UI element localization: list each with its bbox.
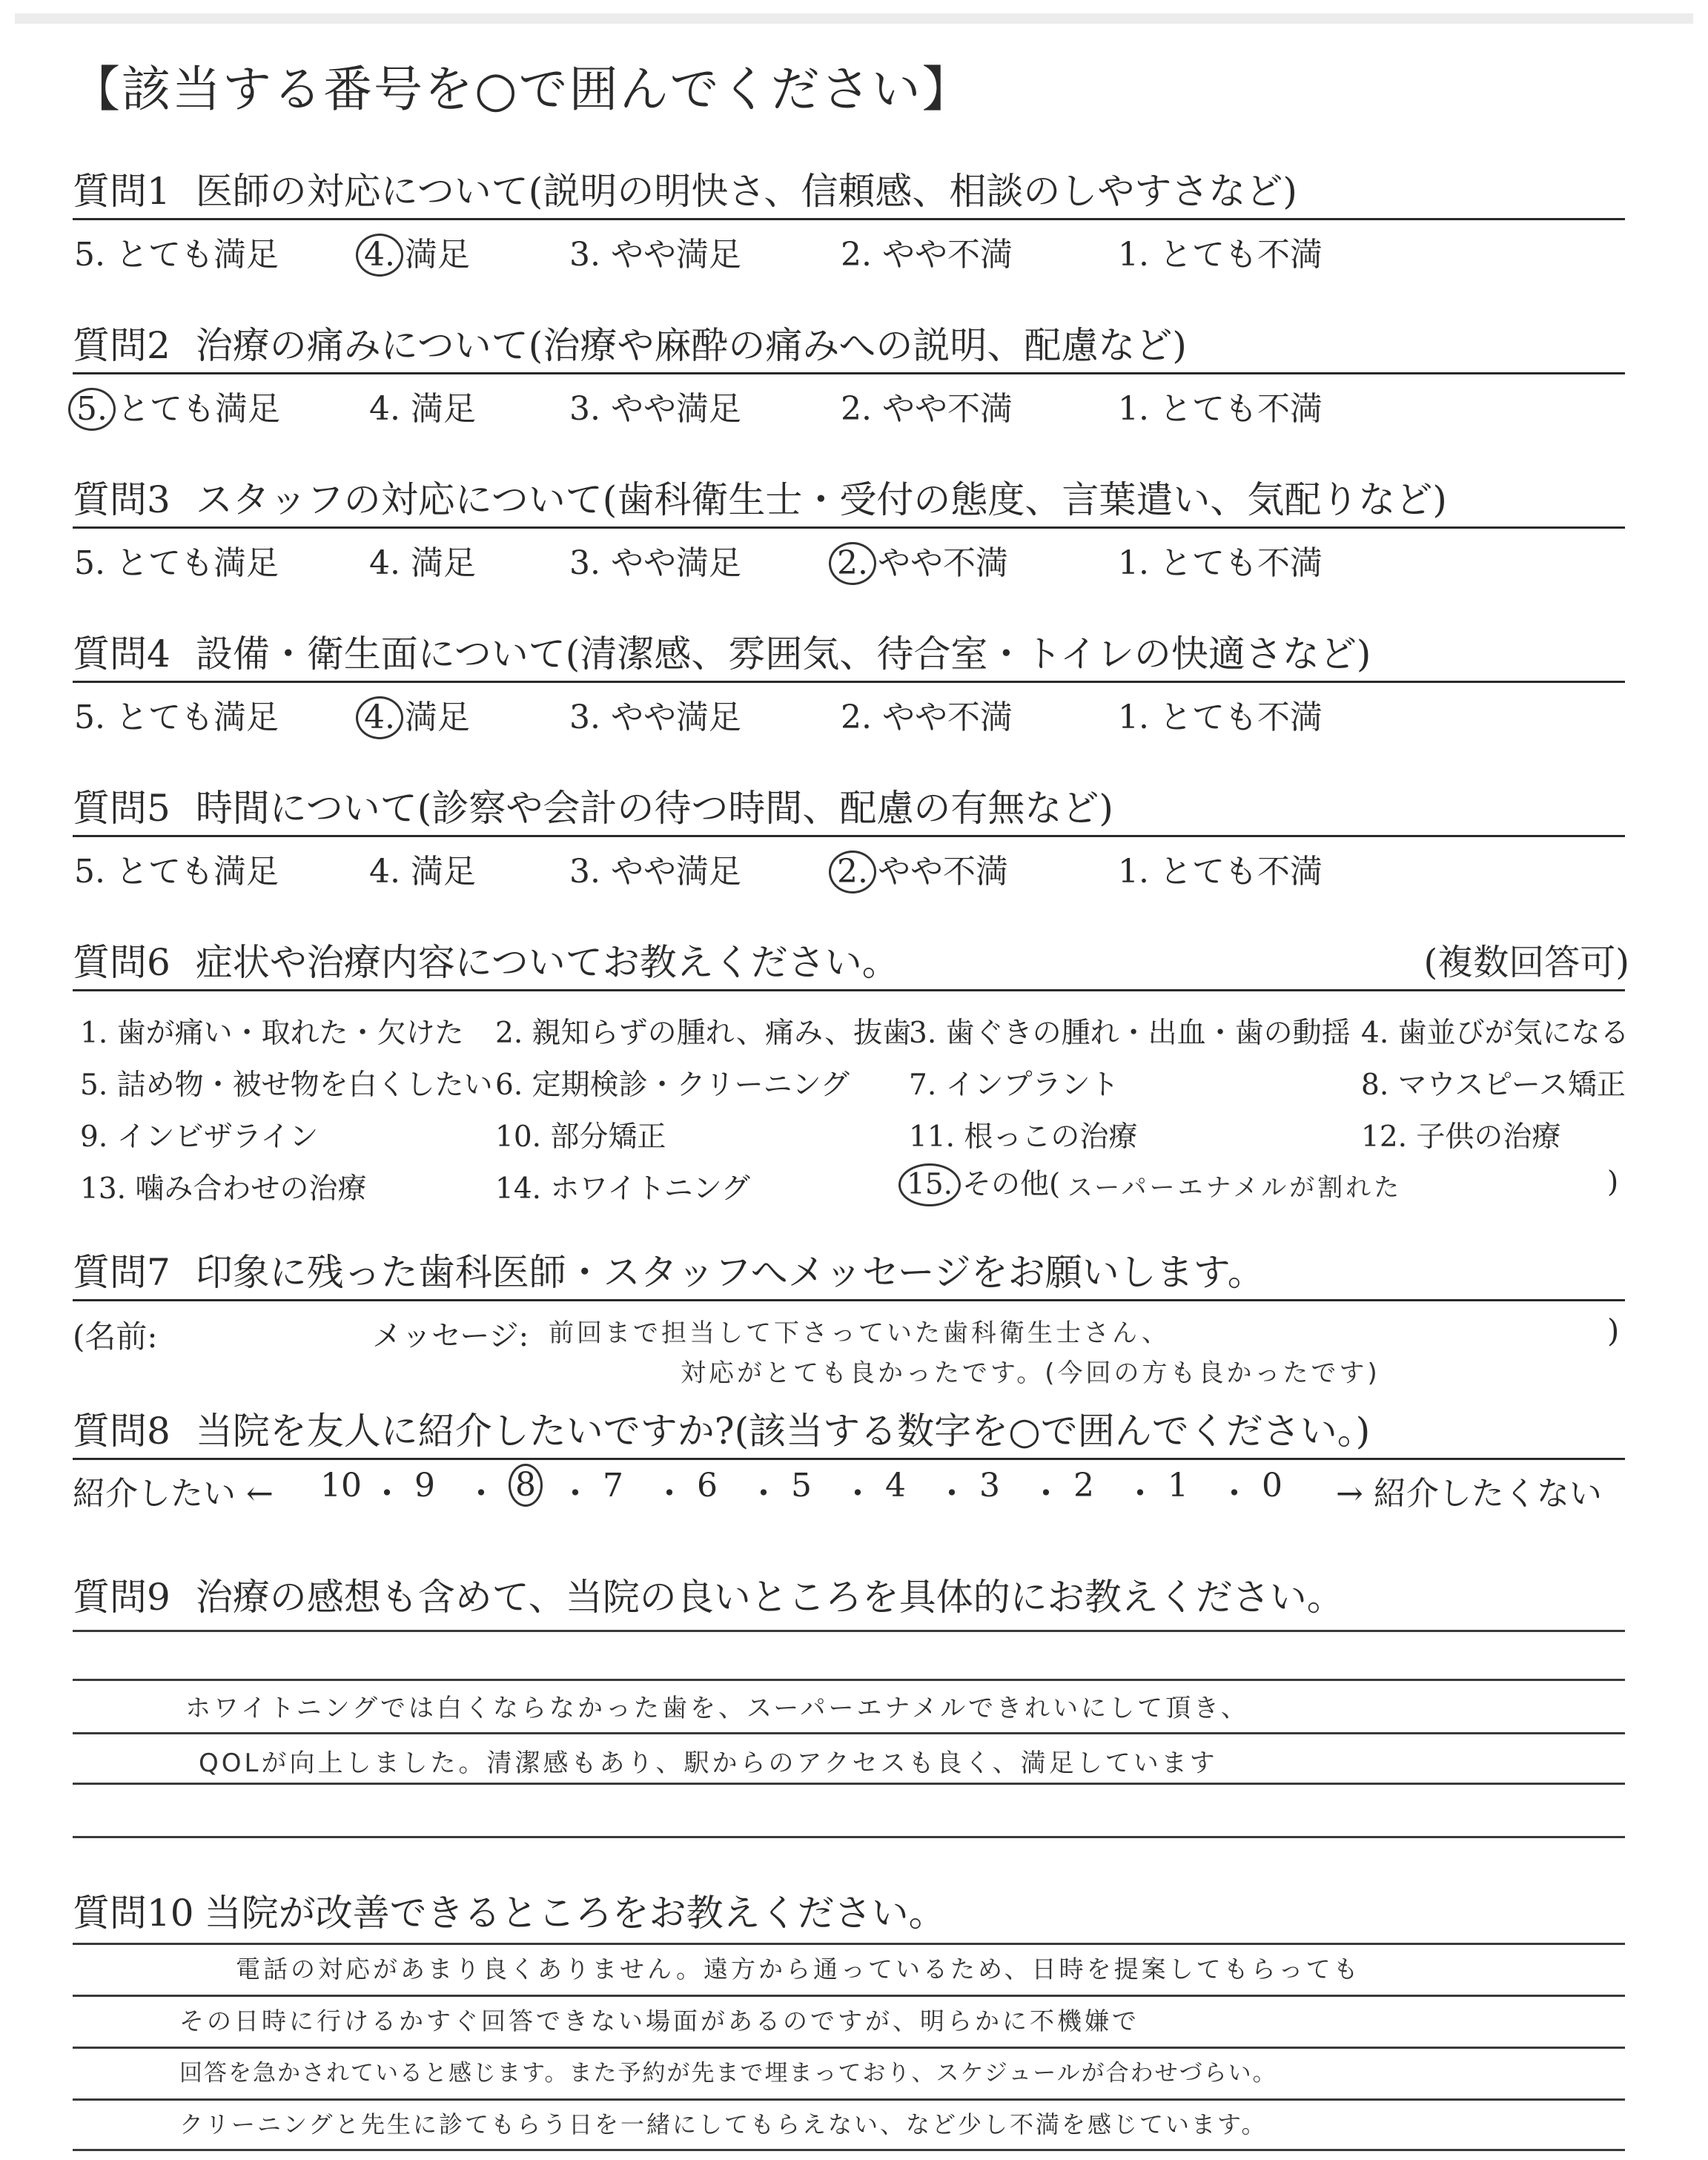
- option-1[interactable]: 1. とても不満: [1118, 544, 1323, 582]
- scale-value[interactable]: 3: [979, 1467, 1000, 1505]
- question-3: [73, 473, 1629, 581]
- scale-separator: ・: [936, 1475, 968, 1513]
- option-4-selected[interactable]: 4. 満足: [356, 228, 470, 277]
- message-close-paren: ): [1607, 1312, 1620, 1349]
- option-3[interactable]: 3. やや満足: [569, 544, 741, 582]
- scale-value[interactable]: 2: [1073, 1467, 1094, 1505]
- symptom-15-selected[interactable]: 15. その他(: [898, 1161, 1060, 1206]
- question-9: [73, 1571, 1629, 1624]
- message-line-2: 対応がとても良かったです。(今回の方も良かったです): [681, 1358, 1380, 1388]
- option-2[interactable]: 2. やや不満: [841, 236, 1013, 274]
- message-line-1: 前回まで担当して下さっていた歯科衛生士さん、: [549, 1318, 1171, 1348]
- scale-separator: ・: [747, 1475, 780, 1513]
- improvement-line-2: その日時に行けるかすぐ回答できない場面があるのですが、明らかに不機嫌で: [179, 2007, 1139, 2035]
- symptom-10[interactable]: 10. 部分矯正: [495, 1120, 666, 1154]
- rating-options: [73, 683, 1629, 735]
- scale-separator: ・: [465, 1475, 497, 1513]
- improvement-line-3: 回答を急かされていると感じます。また予約が先まで埋まっており、スケジュールが合わせづらい。: [179, 2060, 1277, 2087]
- question-text: 症状や治療内容についてお教えください。: [195, 941, 899, 984]
- question-1-title: [73, 165, 1629, 218]
- question-4: [73, 627, 1629, 735]
- scale-separator: ・: [371, 1475, 403, 1513]
- rating-options: [73, 837, 1629, 889]
- question-text: 治療の痛みについて(治療や麻酔の痛みへの説明、配慮など): [195, 324, 1187, 367]
- question-6-title: [73, 936, 1629, 989]
- rating-options: [73, 529, 1629, 581]
- question-text: 医師の対応について(説明の明快さ、信頼感、相談のしやすさなど): [195, 170, 1297, 213]
- question-number: 質問4: [73, 633, 171, 676]
- symptom-14[interactable]: 14. ホワイトニング: [495, 1172, 750, 1206]
- option-5[interactable]: 5. とても満足: [74, 698, 279, 736]
- option-1[interactable]: 1. とても不満: [1118, 236, 1323, 274]
- option-2-selected[interactable]: 2. やや不満: [829, 845, 1008, 894]
- name-label: (名前:: [73, 1318, 158, 1355]
- option-2-selected[interactable]: 2. やや不満: [829, 536, 1008, 585]
- improvement-line-1: 電話の対応があまり良くありません。遠方から通っているため、日時を提案してもらっても: [236, 1955, 1361, 1984]
- symptom-8[interactable]: 8. マウスピース矯正: [1361, 1069, 1626, 1102]
- other-close-paren: ): [1607, 1166, 1619, 1199]
- good-points-line-2: QOLが向上しました。清潔感もあり、駅からのアクセスも良く、満足しています: [199, 1748, 1218, 1778]
- recommend-label: 紹介したい ←: [73, 1475, 274, 1513]
- symptom-11[interactable]: 11. 根っこの治療: [909, 1120, 1138, 1154]
- question-8: [73, 1404, 1629, 1460]
- answer-line: [73, 1995, 1625, 1997]
- question-10-title: [73, 1886, 1629, 1940]
- answer-line: [73, 1630, 1625, 1632]
- symptom-1[interactable]: 1. 歯が痛い・取れた・欠けた: [80, 1017, 464, 1050]
- option-4[interactable]: 4. 満足: [369, 853, 476, 891]
- scale-value[interactable]: 9: [414, 1467, 435, 1505]
- answer-line: [73, 2098, 1625, 2101]
- other-handwritten-answer: スーパーエナメルが割れた: [1068, 1173, 1403, 1203]
- question-number: 質問8: [73, 1410, 171, 1453]
- question-7: [73, 1246, 1629, 1301]
- question-2: [73, 319, 1629, 426]
- selection-circle: 4.: [356, 696, 403, 739]
- question-number: 質問1: [73, 170, 171, 213]
- question-number: 質問9: [73, 1576, 171, 1619]
- option-3[interactable]: 3. やや満足: [569, 236, 741, 274]
- question-3-title: [73, 473, 1629, 526]
- symptom-13[interactable]: 13. 噛み合わせの治療: [80, 1172, 367, 1206]
- question-text: 当院を友人に紹介したいですか?(該当する数字を○で囲んでください。): [195, 1410, 1371, 1453]
- question-text: 時間について(診察や会計の待つ時間、配慮の有無など): [195, 787, 1113, 830]
- question-7-title: [73, 1246, 1629, 1299]
- question-text: 設備・衛生面について(清潔感、雰囲気、待合室・トイレの快適さなど): [195, 633, 1371, 676]
- question-6: [73, 936, 1629, 991]
- option-4[interactable]: 4. 満足: [369, 544, 476, 582]
- selection-circle: 5.: [68, 388, 116, 431]
- question-8-title: [73, 1404, 1629, 1458]
- symptom-4[interactable]: 4. 歯並びが気になる: [1361, 1017, 1629, 1050]
- question-5-title: [73, 782, 1629, 835]
- option-3[interactable]: 3. やや満足: [569, 698, 741, 736]
- answer-line: [73, 1732, 1625, 1734]
- option-3[interactable]: 3. やや満足: [569, 390, 741, 428]
- question-text: スタッフの対応について(歯科衛生士・受付の態度、言葉遣い、気配りなど): [195, 478, 1447, 521]
- symptom-2[interactable]: 2. 親知らずの腫れ、痛み、抜歯: [495, 1017, 912, 1050]
- question-number: 質問2: [73, 324, 171, 367]
- scale-value[interactable]: 10: [320, 1467, 362, 1505]
- message-label: メッセージ:: [372, 1319, 529, 1353]
- question-text: 治療の感想も含めて、当院の良いところを具体的にお教えください。: [195, 1576, 1344, 1619]
- symptom-5[interactable]: 5. 詰め物・被せ物を白くしたい: [80, 1069, 493, 1102]
- option-5[interactable]: 5. とても満足: [74, 236, 279, 274]
- option-3[interactable]: 3. やや満足: [569, 853, 741, 891]
- option-5[interactable]: 5. とても満足: [74, 544, 279, 582]
- question-9-title: [73, 1571, 1629, 1624]
- option-4[interactable]: 4. 満足: [369, 390, 476, 428]
- selection-circle: 8: [509, 1464, 543, 1507]
- scale-value-selected[interactable]: [509, 1464, 544, 1507]
- answer-line: [73, 1943, 1625, 1945]
- selection-circle: 15.: [898, 1163, 961, 1206]
- option-2[interactable]: 2. やや不満: [841, 698, 1013, 736]
- rating-options: [73, 374, 1629, 426]
- not-recommend-label: → 紹介したくない: [1336, 1475, 1602, 1513]
- question-number: 質問3: [73, 478, 171, 521]
- answer-line: [73, 1679, 1625, 1681]
- question-text: 当院が改善できるところをお教えください。: [204, 1892, 946, 1935]
- selection-circle: 2.: [829, 542, 876, 585]
- scan-top-edge: [15, 13, 1693, 24]
- answer-line: [73, 1836, 1625, 1838]
- question-number: 質問10: [73, 1892, 194, 1935]
- question-1: [73, 165, 1629, 272]
- scale-separator: ・: [1124, 1475, 1156, 1513]
- question-10: [73, 1886, 1629, 1940]
- answer-line: [73, 2047, 1625, 2049]
- symptom-6[interactable]: 6. 定期検診・クリーニング: [495, 1069, 850, 1102]
- scale-separator: ・: [1218, 1475, 1251, 1513]
- answer-line: [73, 2149, 1625, 2151]
- scale-separator: ・: [653, 1475, 686, 1513]
- scale-separator: ・: [841, 1475, 874, 1513]
- question-rule: [73, 989, 1625, 991]
- scale-value[interactable]: 1: [1168, 1467, 1188, 1505]
- improvement-line-4: クリーニングと先生に診てもらう日を一緒にしてもらえない、など少し不満を感じています。: [179, 2110, 1268, 2138]
- scale-separator: ・: [1030, 1475, 1062, 1513]
- question-5: [73, 782, 1629, 889]
- option-2[interactable]: 2. やや不満: [841, 390, 1013, 428]
- selection-circle: 4.: [356, 234, 403, 277]
- page-heading: 【該当する番号を○で囲んでください】: [71, 61, 973, 118]
- option-1[interactable]: 1. とても不満: [1118, 390, 1323, 428]
- scale-value[interactable]: 0: [1262, 1467, 1282, 1505]
- option-1[interactable]: 1. とても不満: [1118, 698, 1323, 736]
- option-5-selected[interactable]: 5. とても満足: [68, 382, 280, 431]
- symptom-9[interactable]: 9. インビザライン: [80, 1120, 319, 1154]
- scale-value[interactable]: 7: [603, 1467, 623, 1505]
- scale-value[interactable]: 5: [791, 1467, 812, 1505]
- symptom-12[interactable]: 12. 子供の治療: [1361, 1120, 1561, 1154]
- rating-options: [73, 220, 1629, 272]
- symptom-7[interactable]: 7. インプラント: [909, 1069, 1119, 1102]
- question-number: 質問6: [73, 941, 171, 984]
- scale-value[interactable]: 6: [697, 1467, 718, 1505]
- question-2-title: [73, 319, 1629, 372]
- symptom-3[interactable]: 3. 歯ぐきの腫れ・出血・歯の動揺: [909, 1017, 1351, 1050]
- question-number: 質問5: [73, 787, 171, 830]
- scale-value[interactable]: 4: [885, 1467, 906, 1505]
- option-5[interactable]: 5. とても満足: [74, 853, 279, 891]
- selection-circle: 2.: [829, 851, 876, 894]
- question-rule: [73, 1458, 1625, 1460]
- scale-separator: ・: [559, 1475, 592, 1513]
- multiple-answers-note: (複数回答可): [1423, 942, 1629, 983]
- answer-line: [73, 1783, 1625, 1785]
- question-4-title: [73, 627, 1629, 681]
- question-number: 質問7: [73, 1251, 171, 1294]
- good-points-line-1: ホワイトニングでは白くならなかった歯を、スーパーエナメルできれいにして頂き、: [185, 1694, 1249, 1723]
- option-1[interactable]: 1. とても不満: [1118, 853, 1323, 891]
- option-4-selected[interactable]: 4. 満足: [356, 690, 470, 739]
- question-rule: [73, 1299, 1625, 1301]
- question-text: 印象に残った歯科医師・スタッフへメッセージをお願いします。: [195, 1251, 1265, 1294]
